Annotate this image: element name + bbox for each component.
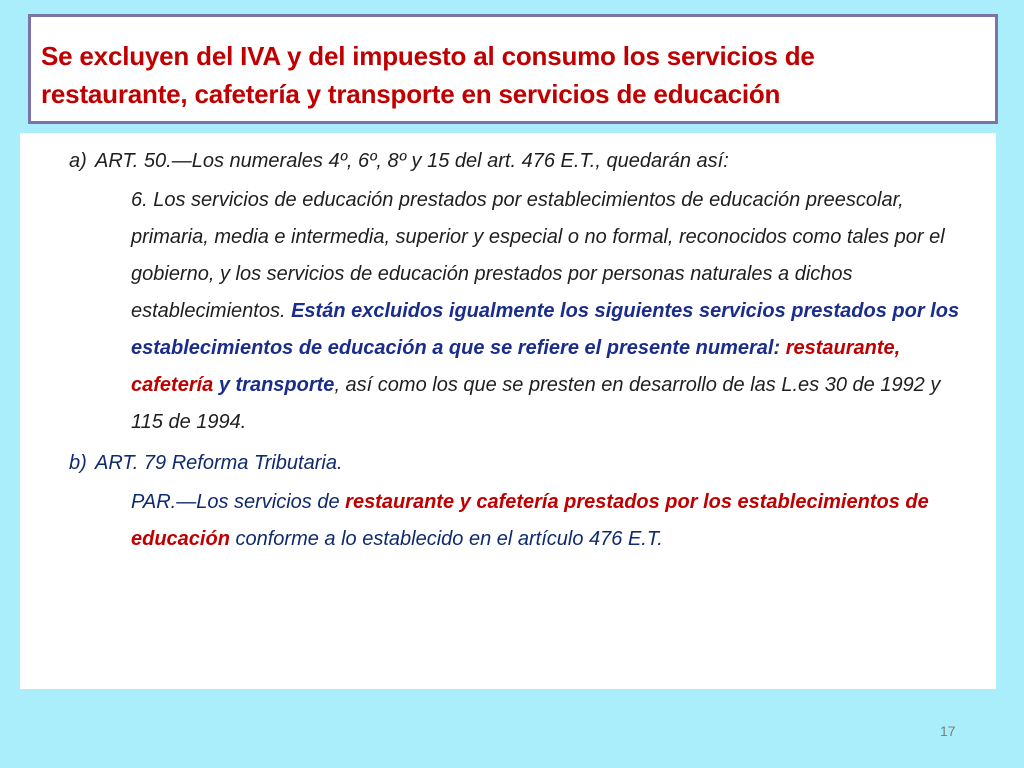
article-50-transport-text: y transporte bbox=[213, 374, 335, 396]
article-79-tail-text: conforme a lo establecido en el artículo 476 E.T. bbox=[229, 528, 663, 550]
slide-title-line-2: restaurante, cafetería y transporte en servicios de educación bbox=[41, 79, 781, 109]
slide-title-box bbox=[28, 14, 998, 124]
article-50-tail-text: , así como los que se presten en desarrollo de las L.es 30 de 1992 y 115 de 1994. bbox=[131, 374, 941, 433]
page-number: 17 bbox=[940, 723, 956, 739]
article-50-restaurant-text: restaurante, cafetería bbox=[131, 337, 901, 396]
article-79-restaurant-text: restaurante y cafetería prestados por los establecimientos de educación bbox=[131, 491, 929, 550]
slide-content bbox=[20, 133, 996, 689]
article-50-text: 6. Los servicios de educación prestados por establecimientos de educación preescolar, primaria, media e intermedia, superior y especial o no formal, reconocidos como tales por el gobierno, y los servicios de educación prestados por personas naturales a dichos establecimientos. bbox=[131, 189, 945, 322]
list-marker-b: b) bbox=[69, 452, 87, 474]
article-79-paragraph bbox=[20, 484, 976, 558]
article-50-exclusion-text: Están excluidos igualmente los siguientes servicios prestados por los establecimientos de educación a que se refiere el presente numeral: bbox=[131, 300, 960, 359]
list-item-a bbox=[20, 143, 976, 180]
slide-title bbox=[41, 37, 983, 113]
article-50-paragraph bbox=[20, 182, 976, 441]
list-marker-a: a) bbox=[69, 150, 87, 172]
list-item-b bbox=[20, 445, 976, 482]
article-79-intro-text: PAR.—Los servicios de bbox=[131, 491, 346, 513]
list-item-b-text: ART. 79 Reforma Tributaria. bbox=[95, 452, 343, 474]
list-item-a-text: ART. 50.—Los numerales 4º, 6º, 8º y 15 del art. 476 E.T., quedarán así: bbox=[95, 150, 729, 172]
slide-title-line-1: Se excluyen del IVA y del impuesto al consumo los servicios de bbox=[41, 41, 815, 71]
